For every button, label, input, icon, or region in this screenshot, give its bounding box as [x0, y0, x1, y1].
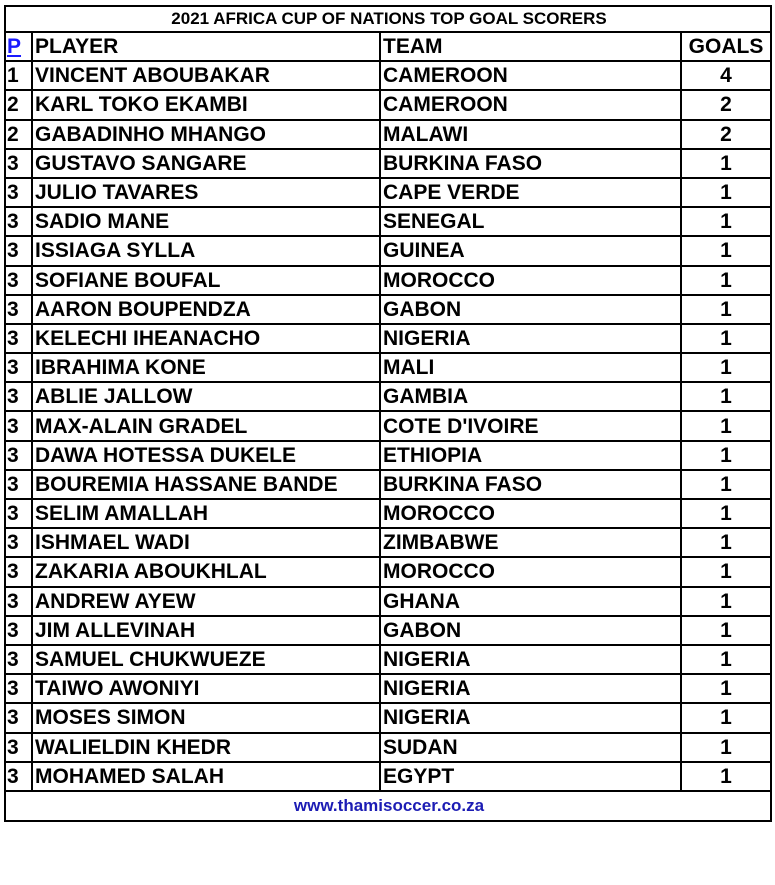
footer-cell — [5, 791, 771, 821]
position-cell: 3 — [5, 470, 32, 499]
table-row — [5, 557, 771, 586]
goals-cell: 1 — [681, 207, 771, 236]
goals-cell: 2 — [681, 90, 771, 119]
player-cell: ANDREW AYEW — [32, 587, 380, 616]
player-cell: AARON BOUPENDZA — [32, 295, 380, 324]
player-cell: TAIWO AWONIYI — [32, 674, 380, 703]
team-cell: GABON — [380, 616, 681, 645]
header-player: PLAYER — [32, 32, 380, 61]
goals-cell: 1 — [681, 236, 771, 265]
player-cell: KELECHI IHEANACHO — [32, 324, 380, 353]
player-cell: ISHMAEL WADI — [32, 528, 380, 557]
position-cell: 3 — [5, 441, 32, 470]
player-cell: GUSTAVO SANGARE — [32, 149, 380, 178]
team-cell: ETHIOPIA — [380, 441, 681, 470]
table-row — [5, 499, 771, 528]
team-cell: SUDAN — [380, 733, 681, 762]
position-cell: 3 — [5, 499, 32, 528]
player-cell: SOFIANE BOUFAL — [32, 266, 380, 295]
goals-cell: 1 — [681, 499, 771, 528]
goals-cell: 1 — [681, 703, 771, 732]
team-cell: CAMEROON — [380, 61, 681, 90]
goals-cell: 1 — [681, 616, 771, 645]
table-row — [5, 382, 771, 411]
table-row — [5, 674, 771, 703]
goals-cell: 1 — [681, 528, 771, 557]
player-cell: SADIO MANE — [32, 207, 380, 236]
team-cell: MALAWI — [380, 120, 681, 149]
table-row — [5, 120, 771, 149]
team-cell: CAPE VERDE — [380, 178, 681, 207]
goals-cell: 4 — [681, 61, 771, 90]
table-row — [5, 411, 771, 440]
goals-cell: 1 — [681, 587, 771, 616]
player-cell: SAMUEL CHUKWUEZE — [32, 645, 380, 674]
goals-cell: 1 — [681, 733, 771, 762]
table-row — [5, 61, 771, 90]
header-goals: GOALS — [681, 32, 771, 61]
position-cell: 3 — [5, 236, 32, 265]
position-cell: 3 — [5, 674, 32, 703]
scorer-rows — [5, 61, 771, 791]
goals-cell: 1 — [681, 470, 771, 499]
team-cell: NIGERIA — [380, 674, 681, 703]
goals-cell: 1 — [681, 324, 771, 353]
position-cell: 3 — [5, 528, 32, 557]
goals-cell: 1 — [681, 762, 771, 791]
top-scorers-table — [4, 5, 772, 822]
position-cell: 3 — [5, 149, 32, 178]
position-cell: 3 — [5, 762, 32, 791]
team-cell: BURKINA FASO — [380, 149, 681, 178]
table-row — [5, 266, 771, 295]
team-cell: GABON — [380, 295, 681, 324]
player-cell: ISSIAGA SYLLA — [32, 236, 380, 265]
team-cell: MOROCCO — [380, 499, 681, 528]
position-cell: 3 — [5, 703, 32, 732]
header-team: TEAM — [380, 32, 681, 61]
goals-cell: 1 — [681, 674, 771, 703]
team-cell: NIGERIA — [380, 645, 681, 674]
team-cell: NIGERIA — [380, 324, 681, 353]
table-row — [5, 645, 771, 674]
player-cell: MOHAMED SALAH — [32, 762, 380, 791]
team-cell: CAMEROON — [380, 90, 681, 119]
team-cell: GUINEA — [380, 236, 681, 265]
goals-cell: 1 — [681, 149, 771, 178]
goals-cell: 1 — [681, 441, 771, 470]
goals-cell: 1 — [681, 295, 771, 324]
player-cell: VINCENT ABOUBAKAR — [32, 61, 380, 90]
position-sort-link[interactable]: P — [7, 35, 22, 59]
team-cell: GAMBIA — [380, 382, 681, 411]
player-cell: MOSES SIMON — [32, 703, 380, 732]
player-cell: DAWA HOTESSA DUKELE — [32, 441, 380, 470]
table-row — [5, 353, 771, 382]
goals-cell: 1 — [681, 353, 771, 382]
position-cell: 3 — [5, 266, 32, 295]
table-row — [5, 470, 771, 499]
table-row — [5, 178, 771, 207]
table-row — [5, 207, 771, 236]
position-cell: 3 — [5, 178, 32, 207]
title-row — [5, 6, 771, 32]
position-cell: 3 — [5, 207, 32, 236]
table-row — [5, 441, 771, 470]
player-cell: GABADINHO MHANGO — [32, 120, 380, 149]
team-cell: MALI — [380, 353, 681, 382]
player-cell: MAX-ALAIN GRADEL — [32, 411, 380, 440]
player-cell: ABLIE JALLOW — [32, 382, 380, 411]
player-cell: KARL TOKO EKAMBI — [32, 90, 380, 119]
player-cell: SELIM AMALLAH — [32, 499, 380, 528]
goals-cell: 1 — [681, 178, 771, 207]
header-row — [5, 32, 771, 61]
position-cell: 3 — [5, 557, 32, 586]
table-row — [5, 703, 771, 732]
player-cell: BOUREMIA HASSANE BANDE — [32, 470, 380, 499]
position-cell: 3 — [5, 382, 32, 411]
position-cell: 3 — [5, 324, 32, 353]
table-row — [5, 762, 771, 791]
player-cell: JIM ALLEVINAH — [32, 616, 380, 645]
team-cell: BURKINA FASO — [380, 470, 681, 499]
position-cell: 3 — [5, 733, 32, 762]
position-cell: 2 — [5, 90, 32, 119]
footer-row — [5, 791, 771, 821]
goals-cell: 1 — [681, 382, 771, 411]
goals-cell: 2 — [681, 120, 771, 149]
position-cell: 3 — [5, 616, 32, 645]
position-cell: 3 — [5, 587, 32, 616]
goals-cell: 1 — [681, 411, 771, 440]
table-row — [5, 587, 771, 616]
player-cell: ZAKARIA ABOUKHLAL — [32, 557, 380, 586]
table-row — [5, 90, 771, 119]
table-row — [5, 295, 771, 324]
table-row — [5, 528, 771, 557]
table-row — [5, 236, 771, 265]
player-cell: WALIELDIN KHEDR — [32, 733, 380, 762]
goals-cell: 1 — [681, 266, 771, 295]
table-row — [5, 324, 771, 353]
team-cell: GHANA — [380, 587, 681, 616]
table-row — [5, 616, 771, 645]
position-cell: 3 — [5, 295, 32, 324]
goals-cell: 1 — [681, 645, 771, 674]
position-cell: 3 — [5, 645, 32, 674]
goals-cell: 1 — [681, 557, 771, 586]
team-cell: ZIMBABWE — [380, 528, 681, 557]
player-cell: JULIO TAVARES — [32, 178, 380, 207]
position-cell: 3 — [5, 411, 32, 440]
team-cell: NIGERIA — [380, 703, 681, 732]
website-link[interactable]: www.thamisoccer.co.za — [293, 795, 485, 815]
position-cell: 2 — [5, 120, 32, 149]
team-cell: COTE D'IVOIRE — [380, 411, 681, 440]
position-cell: 1 — [5, 61, 32, 90]
team-cell: MOROCCO — [380, 266, 681, 295]
table-row — [5, 149, 771, 178]
team-cell: EGYPT — [380, 762, 681, 791]
team-cell: SENEGAL — [380, 207, 681, 236]
team-cell: MOROCCO — [380, 557, 681, 586]
position-cell: 3 — [5, 353, 32, 382]
header-position[interactable] — [5, 32, 32, 61]
table-title: 2021 AFRICA CUP OF NATIONS TOP GOAL SCORERS — [5, 6, 771, 32]
table-row — [5, 733, 771, 762]
player-cell: IBRAHIMA KONE — [32, 353, 380, 382]
